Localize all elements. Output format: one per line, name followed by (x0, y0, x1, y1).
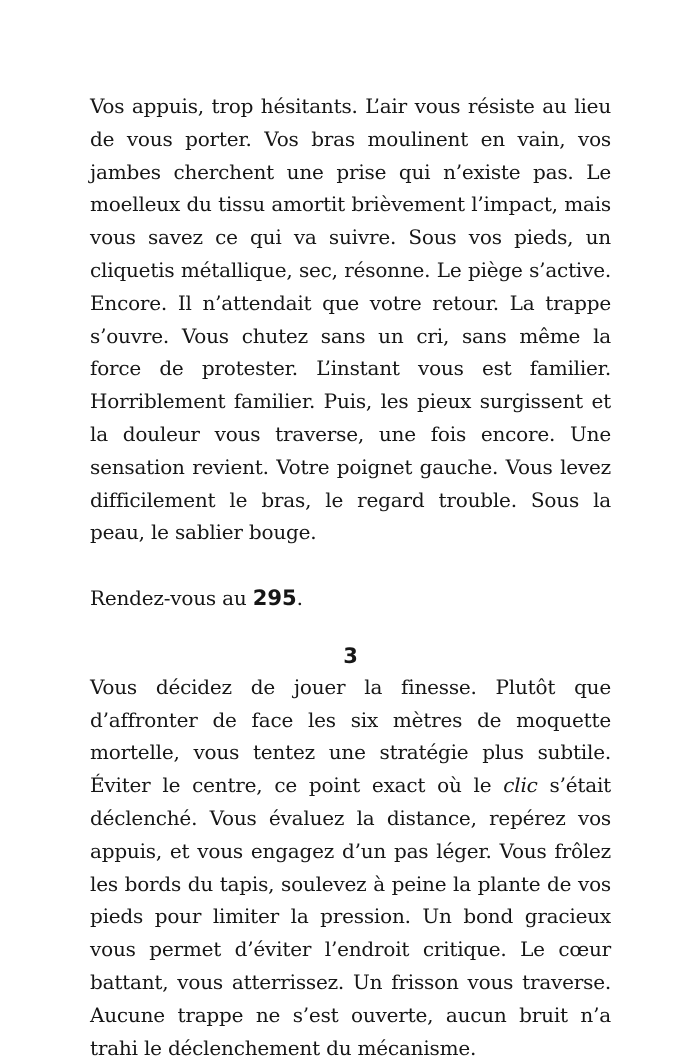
goto-instruction (90, 582, 611, 615)
italic-word: clic (503, 773, 538, 798)
paragraph-section-3 (90, 671, 611, 1064)
section-number-heading: 3 (343, 643, 358, 668)
paragraph-text-end: s’était déclenché. Vous évaluez la distance, repérez vos appuis, et vous engagez d’un pas léger. Vous frôlez les bords du tapis, soulevez à peine la plante de vos pieds pour limiter la pression. Un bond gracieux vous permet d’éviter l’endroit critique. Le cœur battant, vous atterrissez. Un frisson vous traverse. Aucune trappe ne s’est ouverte, aucun bruit n’a trahi le déclenchement du mécanisme. (90, 773, 612, 1060)
paragraph-text-start: Vous décidez de jouer la finesse. Plutôt que d’affronter de face les six mètres de moquette mortelle, vous tentez une stratégie plus subtile. Éviter le centre, ce point exact où le (90, 674, 611, 798)
paragraph-previous-section: Vos appuis, trop hésitants. L’air vous résiste au lieu de vous porter. Vos bras moulinent en vain, vos jambes cherchent une prise qui n’existe pas. Le moelleux du tissu amortit brièvement l’impact, mais vous savez ce qui va suivre. Sous vos pieds, un cliquetis métallique, sec, résonne. Le piège s’active. Encore. Il n’attendait que votre retour. La trappe s’ouvre. Vous chutez sans un cri, sans même la force de protester. L’instant vous est familier. Horriblement familier. Puis, les pieux surgissent et la douleur vous traverse, une fois encore. Une sensation revient. Votre poignet gauche. Vous levez difficilement le bras, le regard trouble. Sous la peau, le sablier bouge. (90, 94, 611, 545)
goto-suffix: . (296, 585, 303, 610)
goto-prefix: Rendez-vous au (90, 585, 253, 610)
section-reference-number: 295 (252, 585, 297, 610)
book-page (90, 90, 611, 1064)
